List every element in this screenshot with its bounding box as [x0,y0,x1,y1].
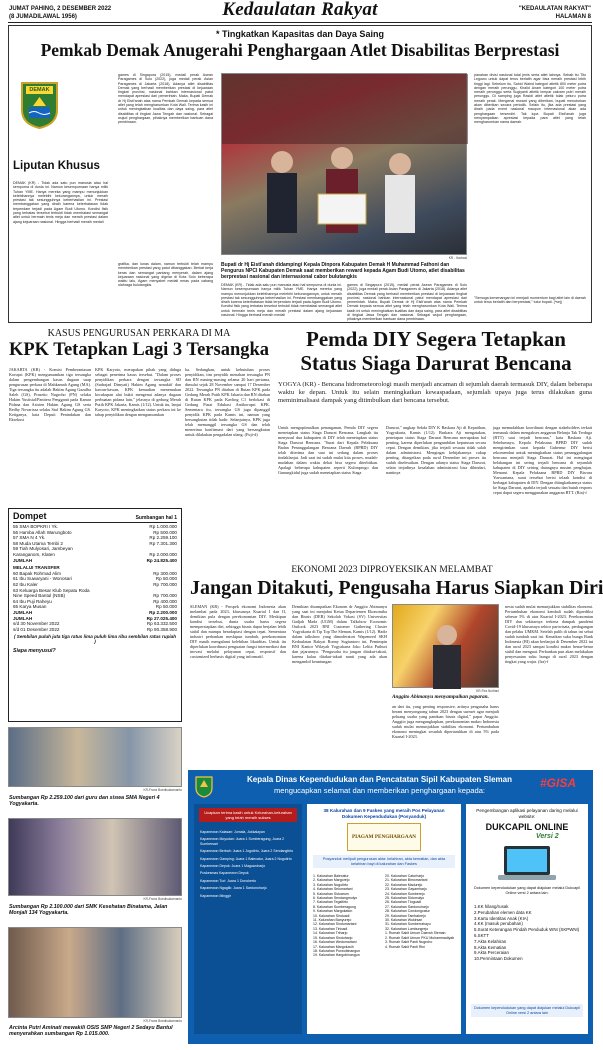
dompet-row-label: 64 Ibu Puji Raheyu [13,598,52,604]
ad-list-item: 27. Kalurahan Sardonoharjo [385,904,429,909]
ad-right-list [385,874,459,949]
demak-col2: games di Singapura (2015), medali perak Asean Paragames di Solo (2022), juga medali perak Asian Paragames di Jakarta (2018). Adanya atlet disabilitas Demak yang berhasil memberikan prestasi di kejuaraan tingkat provinsi, nasional bahkan internasional patut mendapat apresiasi dari pemerintah. Maka, Bupati Demak dr Hj Eisti'anah atas nama Pemkab Demak kepada semua atlet yang telah mengharumkan Kota Wali. Terima kasih ini untuk meningkatkan kualitas dan daya saing, para atlet disabilitas di tingkat Jawa Tengah dan nasional. Sebagai wujud penghargaan, pihaknya memberikan bantuan dana pembinaan. [118,73,213,125]
ad-list-item: 1. Kalurahan Balecatur [313,874,349,878]
dompet-row-label: 60 Bapak Rohmad Alim [13,570,62,576]
donation-photo-2-credit: KR-Franz Boedisukarnanto [143,897,182,901]
ad-intro-box: Ucapkan terima kasih untuk Kelurahan-kelurahan yang telah meraih sukses [199,808,297,822]
dompet-rows [13,524,177,558]
ad-list-item: 8.Akta Kematian [474,944,507,950]
ad-hashtag: #GISA [540,776,577,790]
ad-app-intro: Pengembangan aplikasi pelayanan daring melalui website: [476,808,578,819]
ad-list-item: Kapanewon Depok: Juara 1 Maguwoharjo [200,864,266,869]
dompet-jumlah1: JUMLAH Rp 24.825.400 [13,557,177,563]
ad-list-item: 6. Kalurahan Sendangmulyo [313,896,358,901]
ad-list-item: 3.Kartu Identitas Anak (KIA) [474,915,529,921]
dukcapil-ad [188,770,593,1044]
ad-list-item: 24. Kalurahan Sumberejo [385,891,425,896]
ad-list-item: 16. Kalurahan Wedomartani [313,940,357,945]
ekonomi-headline: Jangan Ditakuti, Pengusaha Harus Siapkan Diri [190,577,603,599]
ad-list-item: 5.Surat Keterangan Pindah Penduduk WNI (SKPWNI) [474,927,580,933]
ad-list-item: 31. Kalurahan Sumberrahayu [385,922,431,927]
ad-list-item: 4.KK (masuk perubahan) [474,921,523,927]
donation-photo-2-caption: Sumbangan Rp 2.100.000 dari SMK Kesehatan Binatama, Jalan Monjali 134 Yogyakarta. [9,904,168,917]
donation-photo-1-caption: Sumbangan Rp 2.259.100 dari guru dan siswa SMA Negeri 4 Yogyakarta. [9,795,160,808]
dompet-row-label: Nine Speed Bantul (NSB) [13,593,66,599]
dompet-row-amount: Rp 400.000 [153,598,177,604]
ekonomi-col4: nesia sudah mulai menunjukkan stabilitas ekonomi. Pertumbuhan ekonomi kembali sudah diprediksi sebesar 5% di atas Kuartal I-2023. Perekonomian DIY dan sekitarnya terkena dampak pandemi Covid-19 khususnya sektor pariwisata, perdagangan dan pelaku UMKM. Setelah pulih di tahun ini sebut sudah tumbuh saat ini. Kenaikan suku bunga Bank Indonesia (BI) akan berlanjut di Desember 2022 ini dan awal 2023 sampai kondisi makro benar-benar stabil dan menguat. Perbankan pun akan melakukan penyesuaian suku bunga di awal 2023 dengan tingkat yang wajar. (Ira)-f [505,604,593,664]
ad-list-item: 21. Kalurahan Bimomartani [385,878,428,883]
ad-app-version: Versi 2 [536,833,559,840]
masthead-right [519,6,591,21]
dompet-row-label: 62 Ibu Kaler [13,581,38,587]
ad-list-item: 22. Kalurahan Madurejo [385,882,423,887]
ad-posyandu-text: Posyanduk meliputi pengurusan akta: kelahiran, akta kematian, dan akta kelahiran bayi di kalurahan dan Faskes [313,855,455,868]
ad-list-item: 20. Kalurahan Caturharjo [385,874,425,878]
ad-list-item: 2. Rumah Sakit Umum PKU Muhammadiyah [385,935,455,940]
ad-list-item: 2. Kalurahan Margorejo [313,878,350,883]
speaker-scene-icon [393,605,500,689]
date-line: JUMAT PAHING, 2 DESEMBER 2022 [9,6,112,12]
ad-list-item: 1.KK hilang/rusak [474,904,509,909]
ad-list-item: 2.Perubahan elemen data KK [474,909,532,915]
dompet-row-amount: Rp 2.259.100 [149,535,177,541]
diy-col3: juga memudahkan koordinasi dengan stakeholders terkait termasuk dalam mengakses anggaran Belanja Tak Terduga (BTT) saat terjadi bencana," kata Baskara Aji. Sebelumnya, Kepala Pelaksana BPBD DIY sudah mengirimkan surat kepada Gubernur DIY berisi rekomendasi untuk meningkatkan status penanggulangan bencana menjadi Siaga Darurat. Hal ini mengingat belakangan ini sering terjadi bencana di sejumlah kabupaten di DIY seiring datangnya musim penghujan. Menurut Kepala Pelaksana BPBD DIY Biwara Yuswantana, surat tersebut berisi telaah kondisi di berbagai kabupaten di DIY. Dengan ditingkatkannya status ke Siaga Darurat, apabila terjadi sesuatu dan butuh respons cepat dapat segera menggunakan anggaran BTT. (Ria)-f [493,425,592,495]
ad-list-item: 11. Kalurahan Banyurejo [313,918,352,923]
dompet-cta: Siapa menyusul? [13,648,56,655]
ekonomi-photo [392,604,499,688]
ad-list-item: 3. Kalurahan Nogotirto [313,882,349,887]
donation-photo-3-credit: KR-Franz Boedisukarnanto [143,1019,182,1023]
ad-list-item: 30. Kalurahan Wukirsari [385,918,423,923]
ad-list-item: Kapanewon Turi: Juara 1 Donokerto [200,878,257,883]
donation-photo-3-caption: Arcinta Putri Aminati mewakili OSIS SMP Negeri 2 Sedayu Bantul menyerahkan sumbangan Rp 1.015.000. [9,1025,173,1038]
laptop-icon [496,844,558,884]
ad-logo [194,775,214,798]
ad-left-panel [194,804,302,1034]
ad-list-item: 18. Kalurahan Purwobinangun [313,948,361,953]
demak-after-caption-2: DEMAK (KR) - Tidak ada satu pun manusia atau hal sempurna di dunia ini. Namun kesempurnaan hanya milik Tuhan YME. Hanya mereka yang mampu menunjukkan kelebihannya melebihi kekurangannya, untuk meraih prestasi tak sesungguhnya keberhasilan ini. Prestasi membanggakan yang diraih karena keterbatasan tidak terpendam terjadi pada Agam Budi Utomo. Kondisi fisik yang terbatas tersebut terbukti tidak membatasi semangat atlet untuk bermain tenis meja dan meraih prestasi dalam ajang kejuaraan nasional. Hingga berhasil meraih medali [221,283,342,318]
dompet-row-amount: Rp 1.000.000 [149,524,177,529]
masthead-date [9,6,111,21]
dompet-row-amount: Rp 700.000 [153,593,177,599]
dompet-row-amount: Rp 50.000 [155,604,177,610]
demak-caption: Bupati dr Hj Eisti'anah didampingi Kepala Dinpora Kabupaten Demak H Muhammad Fathoni dan Pengurus NPCI Kabupaten Demak saat memberikan reward kepada Agam Budi Utomo, atlet disabilitas berprestasi nasional dan internasional cabor bulutangkis [221,262,465,280]
ad-list-item: 7. Kalurahan Tegaltirto [313,900,348,905]
dompet-total: JUMLAH Rp 27.025.400 [13,615,177,621]
dompet-rows2 [13,571,177,610]
ad-list-item: 32. Kalurahan Lumbungrejo [385,926,429,931]
ekonomi-col1: SLEMAN (KR) - Prospek ekonomi Indonesia akan melambat pada 2023, khususnya Kuartal I dan II, demikian pula dengan perekonomian DIY. Meskipun kondisi tersebut, dunia usaha harus segera mempersiapkan diri, sehingga bisnis dapat berjalan lebih stabil dan mampu beradaptasi dengan tepat. Sementara industri perbankan meskipun tumbuh, perekonomian DIY masih mengalami kelebihan likuiditas. Untuk itu diperlukan koordinasi penguatan fungsi intermediasi dan inovasi melalui pelayanan cepat, responsif dan customized berbasis digital yang informatif. [190,604,286,659]
dompet-box [8,508,182,722]
ad-list-item: Kapanewon Minggir [200,893,231,898]
diy-headline: Pemda DIY Segera Tetapkan Status Siaga Darurat Bencana [300,327,572,375]
demak-logo [19,80,60,130]
demak-photo-credit: KR - Ilustrasi [448,256,467,260]
ad-list-item: 26. Kalurahan Tlogoadi [385,900,422,905]
ad-list-item: 23. Kalurahan Gayamharjo [385,887,427,892]
ad-mid-panel [307,804,461,1034]
ad-laptop [496,844,558,884]
dompet-subtitle: Sumbangan hal 1 [135,515,177,521]
ad-list-item: Puskesmas Kapanewon Depok [200,871,249,876]
ad-list-item: 28. Kalurahan Condongcatur [385,909,430,914]
diy-col2: Darurat," ungkap Sekda DIY K Baskara Aji di Kepatihan, Yogyakarta, Kamis (1/12). Baskara Aji mengatakan, penetapan status Siaga Darurat Bencana merupakan hal penting, karena diperlukan pengambilan keputusan secara cepat. Dengan demikian, jika terjadi sesuatu tidak salah dalam administrasi. Mengingat kebijakannya cukup penting, ditargetkan pada awal Desember ini proses itu sudah diselesaikan. Dengan adanya status Siaga Darurat, selain terjadinya kesalahan administrasi bisa dihindari, nantinya [386,425,486,475]
ad-list-item: 9. Kalurahan Margokaton [313,909,353,914]
dompet-row-label: 55 SMA BOPKRI I Yk. [13,524,59,529]
paper-name: "KEDAULATAN RAKYAT" [518,6,591,12]
demak-photo [221,73,467,255]
ad-list-item: 4. Kalurahan Selomartani [313,887,353,892]
ad-certificate [347,823,421,851]
kpk-col1: JAKARTA (KR) - Komisi Pemberantasan Korupsi (KPK) mengumumkan tiga tersangka dalam pengembangan kasus dugaan suap pengurusan perkara di Mahkamah Agung (MA). Tiga tersangka itu adalah Hakim Agung Gazalba Saleh (GS), Prasetio Nugroho (PN) selaku Hakim Yustisial/Panitera Pengganti pada Kamar Pidana dan Asisten Hakim Agung GS serta Redhy Novarisza selaku Staf Hakim Agung GS. Ketiganya, kata Deputi Penindakan dan Eksekusi [9,367,91,422]
ad-list-item: 1. Rumah Sakit Umum Daerah Sleman [385,931,446,936]
donation-photo-1-credit: KR-Franz Boedisukarnanto [143,788,182,792]
demak-kicker: * Tingkatkan Kapasitas dan Daya Saing [216,29,384,39]
dompet-row-amount: Rp 300.000 [153,570,177,576]
masthead-logo: Kedaulatan Rakyat [222,0,378,20]
ad-list-item: 10. Kalurahan Sinduadi [313,913,350,918]
demak-headline: Pemkab Demak Anugerahi Penghargaan Atlet Disabilitas Berprestasi [40,40,560,60]
ad-list-item: Kapanewon Ngaglik: Juara 1 Sardonoharjo [200,886,267,891]
ad-list-item: Kapanewon Gamping: Juara 1 Balecatur, Juara 2 Nogotirto [200,856,292,861]
dompet-sd30: s/d 30 November 2022 Rp 63.332.500 [13,621,177,627]
award-scene-icon [222,74,468,256]
dompet-title: Dompet [13,511,47,521]
ad-app-name: DUKCAPIL ONLINE [485,822,569,832]
ad-list-item: 6.SKTT [474,932,489,938]
ad-list-item: 15. Kalurahan Sinduharjo [313,935,353,940]
ad-app-list [474,904,584,962]
dompet-row-amount: Rp 2.000.000 [149,551,177,557]
dompet-sd01: s/d 01 Desember 2022 Rp 90.358.900 [13,626,177,632]
dompet-row-amount: Rp 700.000 [153,581,177,587]
ad-footer-note: Dokumen kependudukan yang dapat diajukan melalui Dukcapil Online versi 2 antara lain [471,1004,583,1017]
dompet-note: ( Sembilan puluh juta tiga ratus lima puluh lima ribu sembilan ratus rupiah ) [13,634,177,645]
ad-app-note: Dokumen kependudukan yang dapat diajukan melalui Dukcapil Online versi 2 antara lain: [474,886,580,895]
dompet-row-label: 58 Muda Utama Tembi 2 [13,540,63,546]
ad-list-item: Kapanewon Moyudan: Juara 1 Sumberagung, Juara 2 Sumbersari [200,837,285,846]
demak-after-caption-3: games di Singapura (2015), medali perak Asean Paragames di Solo (2022), juga medali perak Asian Paragames di Jakarta (2018). Adanya atlet disabilitas Demak yang berhasil memberikan prestasi di kejuaraan tingkat provinsi, nasional bahkan internasional patut mendapat apresiasi dari pemerintah. Maka, Bupati Demak dr Hj Eisti'anah atas nama Pemkab Demak kepada semua atlet yang telah mengharumkan Kota Wali. Terima kasih ini untuk meningkatkan kualitas dan daya saing, para atlet disabilitas di tingkat Jawa Tengah dan nasional. Sebagai wujud penghargaan, pihaknya memberikan bantuan dana pembinaan. [347,283,467,322]
dompet-row-label: 56 Hamba Allah Warungboto [13,529,72,535]
dompet-row-label: 63 Keluarga Besar Klub Sepatu Roda [13,587,90,593]
demak-col3: panahan divisi nasional total jenis serta atlet lainnya. Sebab itu Tito Legowo untuk dapat terus berlatih agar bisa meraih prestasi lebih tinggi lagi. Sebelum itu, Sahid Wahid kategori atletik 800 meter putra dengan meraih perunggu, Khalid Anam kategori 100 meter putra meraih perunggu serta Sugiyanti atletik lempar cakram putri meraih perunggu. Di samping juga Rasidi atlet atletik tolak peluru putra meraih perak. Mengenai reward yang diberikan, bupati menuturkan akan diberikan secara periodik. Selain itu, jika ada prestasi yang diraih pada event nasional maupun internasional akan ada penghargaan tersendiri. Tak lupa Bupati Eisti'anah juga menyampaikan apresiasi kepada para atlet yang telah mengharumkan nama daerah. [474,73,586,125]
ad-list-item: 3. Rumah Sakit Panti Nugroho [385,940,433,945]
ad-list-item: Kapanewon Berbah: Juara 1 Jogotirto, Juara 2 Sendangtirto [200,849,294,854]
ekonomi-photo-credit: KR-Fira Nurfiani [476,689,499,693]
ad-list-item: 19. Kalurahan Hargobinangun [313,953,360,958]
demak-logo-text: DEMAK [29,87,50,93]
dompet-row-amount: Rp 500.000 [153,529,177,535]
ad-left-list [200,830,296,901]
demak-quote: "Semoga kemenangan ini menjadi momentum bagi atlet lain di daerah untuk terus berlatih dan berprestasi," tutur bupati. (*sej) [474,296,586,305]
dompet-row-amount: Rp 7.301.300 [149,540,177,546]
dompet-row-label: 61 Ibu Suwaryani - Wonosari [13,576,72,582]
donation-photo-3 [8,927,182,1018]
diy-col1: Untuk mengoptimalkan penanganan, Pemda DIY segera menetapkan status Siaga Darurat Bencana. Langkah itu menyusul dua kabupaten di DIY telah menetapkan status Siaga Darurat Bencana. "Surat dari Kepala Pelaksana Badan Penanggulangan Bencana Daerah (BPBD) DIY telah diterima dan saat ini sedang dalam proses tindaklanjut. Jadi saat ini sudah mulai kita proses, mudah-mudahan dalam waktu dekat bisa segera diterbitkan. Apalagi beberapa kabupaten seperti Kulonprogo dan Gunungkidul juga sudah menetapkan status Siaga [278,425,378,475]
dompet-row-label: 57 SMA N 4 Yk. [13,535,46,541]
donation-photo-2 [8,818,182,896]
dompet-row-label: 59 Tiah Mulyosari, Jambeyan [13,546,73,552]
ekonomi-photo-caption: Anggito Abimanyu menyampaikan paparan. [392,694,489,700]
ad-list-item: 17. Kalurahan Margoluwih [313,944,354,949]
ekonomi-col2: Demikian disampaikan Ekonom dr Anggito Abimanyu yang saat ini menjabat Ketua Departemen Ekonomika dan Bisnis (DEB) Sekolah Vokasi (SV) Universitas Gadjah Mada (UGM) dalam Talkshow Economic Outlook 2023 BNI Customer Gathering Cluster Yogyakarta di Tip Top The Sleman, Kamis (1/12). Hadir dalam talkshow yang dimoderatori Wapemred SKH Kedaulatan Rakyat Ronny Sugiantoro ini, Pemimpin BNI Kantor Wilayah Yogyakarta Joko Lelita Puthuri dan jajarannya. "Pengusaha itu jangan ditakut-takuti, karena kalau ditakut-takuti nanti yang ada akan mengambil keuntungan [292,604,387,664]
dompet-jumlah2: JUMLAH Rp 2.200.000 [13,609,177,615]
ad-list-item: 10.Permintaan Dokumen [474,956,523,962]
dompet-section2: MELALUI TRANSFER [13,565,60,571]
diy-lead: YOGYA (KR) - Bencana hidrometeorologi masih menjadi ancaman di sejumlah daerah termasuk DIY, dalam beberapa waktu ke depan. Untuk itu selain meningkatkan kewaspadaan, sejumlah upaya juga terus dilakukan guna meminimalisasi dampak yang ditimbulkan dari bencana tersebut. [278,381,592,404]
ad-list-item: 29. Kalurahan Tambakrejo [385,913,426,918]
ad-mid-list [313,874,383,958]
demak-col1: DEMAK (KR) - Tidak ada satu pun manusia atau hal sempurna di dunia ini. Namun kesempurnaan hanya milik Tuhan YME. Hanya mereka yang mampu menunjukkan kelebihannya melebihi kekurangannya, untuk meraih prestasi tak sesungguhnya keberhasilan ini. Prestasi membanggakan yang diraih karena keterbatasan tidak terpendam terjadi pada Agam Budi Utomo. Kondisi fisik yang terbatas tersebut terbukti tidak membatasi semangat atlet untuk bermain tenis meja dan meraih prestasi dalam ajang kejuaraan nasional. Hingga berhasil meraih medali [13,181,108,224]
kpk-kicker: KASUS PENGURUSAN PERKARA DI MA [47,328,231,339]
ekonomi-col3: an dari itu, yang penting responsive, artinya pengusaha harus berani menyongsong tahun 2023 dengan surnset agar menjadi peluang usaha yang panduan bisnis digital," papar Anggito. Anggito juga mengungkapkan, perekonomian makro Indonesia sudah mulai menunjukkan stabilitas ekonomi. Pertumbuhan ekonomi meningkat sesudah dipertaruhkan di atas 5% pada Kuartal I-2023. [392,704,499,739]
ad-award-title: 38 Kalurahan dan 9 Faskes yang meraih Pos Pelayanan Dokumen Kependudukan (Posyanduk) [323,808,445,819]
ad-subtitle: mengucapkan selamat dan memberikan penghargaan kepada: [273,786,486,795]
kpk-col2: KPK Karyoto, merupakan pihak yang diduga sebagai penerima kasus tersebut. "Dalam proses penyidikan perkara dengan tersangka SD (Sudrajad Dimyati) Hakim Agung nonaktif dan kawan-kawan, KPK kemudian menemukan kecukupan alat bukti mengenai adanya dugaan perbuatan pidana lain," jelasnya di gedung Merah Putih KPK Jakarta, Kamis (1/12). Untuk itu, lanjut Karyoto, KPK meningkatkan status perkara ini ke tahap penyidikan dengan mengumumkan [95,367,181,417]
ad-title: Kepala Dinas Kependudukan dan Pencatatan Sipil Kabupaten Sleman [247,775,512,784]
ad-list-item: Kapanewon Kalasan: Jumala, Jukkalayan [200,830,265,834]
ad-right-panel [466,804,588,1034]
donation-photo-1 [8,727,182,787]
ad-list-item: 13. Kalurahan Tirtoadi [313,926,348,931]
dompet-row-label: 65 Karya Musan [13,604,47,610]
ad-list-item: 7.Akta Kelahiran [474,938,507,944]
kpk-headline: KPK Tetapkan Lagi 3 Tersangka [8,340,270,360]
demak-after-caption: grafika, dan lunas dalam, namun terbukti telah mampu memberikan prestasi yang patut dibanggakan. Berkat kerja keras dan semangat pantang menyerah, dalam ajang kejuaraan nasional yang digelar di Kota Solo beberapa waktu lalu, Agam menyabet medali emas pada cabang olahraga bulutangkis. [118,262,213,288]
dompet-row-label: Karanganom, Klaten [13,551,55,557]
ekonomi-kicker: EKONOMI 2023 DIPROYEKSIKAN MELAMBAT [291,565,493,575]
ad-list-item: 9.Akta Perceraian [474,950,509,956]
dompet-row-amount: Rp 50.000 [155,576,177,582]
section-label: Liputan Khusus [13,160,100,172]
ad-list-item: 4. Rumah Sakit Panti Rini [385,944,425,949]
page-label: HALAMAN 8 [555,13,591,20]
hijri-line: (8 JUMADILAWAL 1956) [9,13,77,20]
sleman-emblem-icon [194,775,214,798]
kpk-col3: ka. Sedangkan, untuk kebutuhan proses penyidikan, tim penyidik menahan tersangka PN dan RN masing-masing selama 20 hari pertama, dimulai sejak 28 November sampai 17 Desember 2022. Tersangka PN ditahan di Rutan KPK pada Gedung Merah Putih KPK Jakarta dan RN ditahan di Rutan KPK pada Kavling C1 berlokasi di Gedung Pusat Edukasi Antikorupsi KPK. Sementara itu, tersangka GS juga dipanggil penyidik KPK pada Kamis ini, namun yang bersangkutan tidak hadir. Selanjutnya, KPK juga telah memanggil tersangka GS dan telah menerima konfirmasi dari yang bersangkutan untuk dilakukan pengadalan ulang. (Fuji-d) [185,367,270,437]
ad-list-item: 14. Kalurahan Triharjo [313,931,348,936]
ad-certificate-text: PIAGAM PENGHARGAAN [351,834,417,840]
ad-list-item: 25. Kalurahan Sidomulyo [385,896,425,901]
ad-list-item: 8. Kalurahan Sumberagung [313,904,356,909]
ad-list-item: 5. Kalurahan Sidoarum [313,891,349,896]
ad-list-item: 12. Kalurahan Sindumartani [313,922,357,927]
masthead-rule [8,22,592,23]
